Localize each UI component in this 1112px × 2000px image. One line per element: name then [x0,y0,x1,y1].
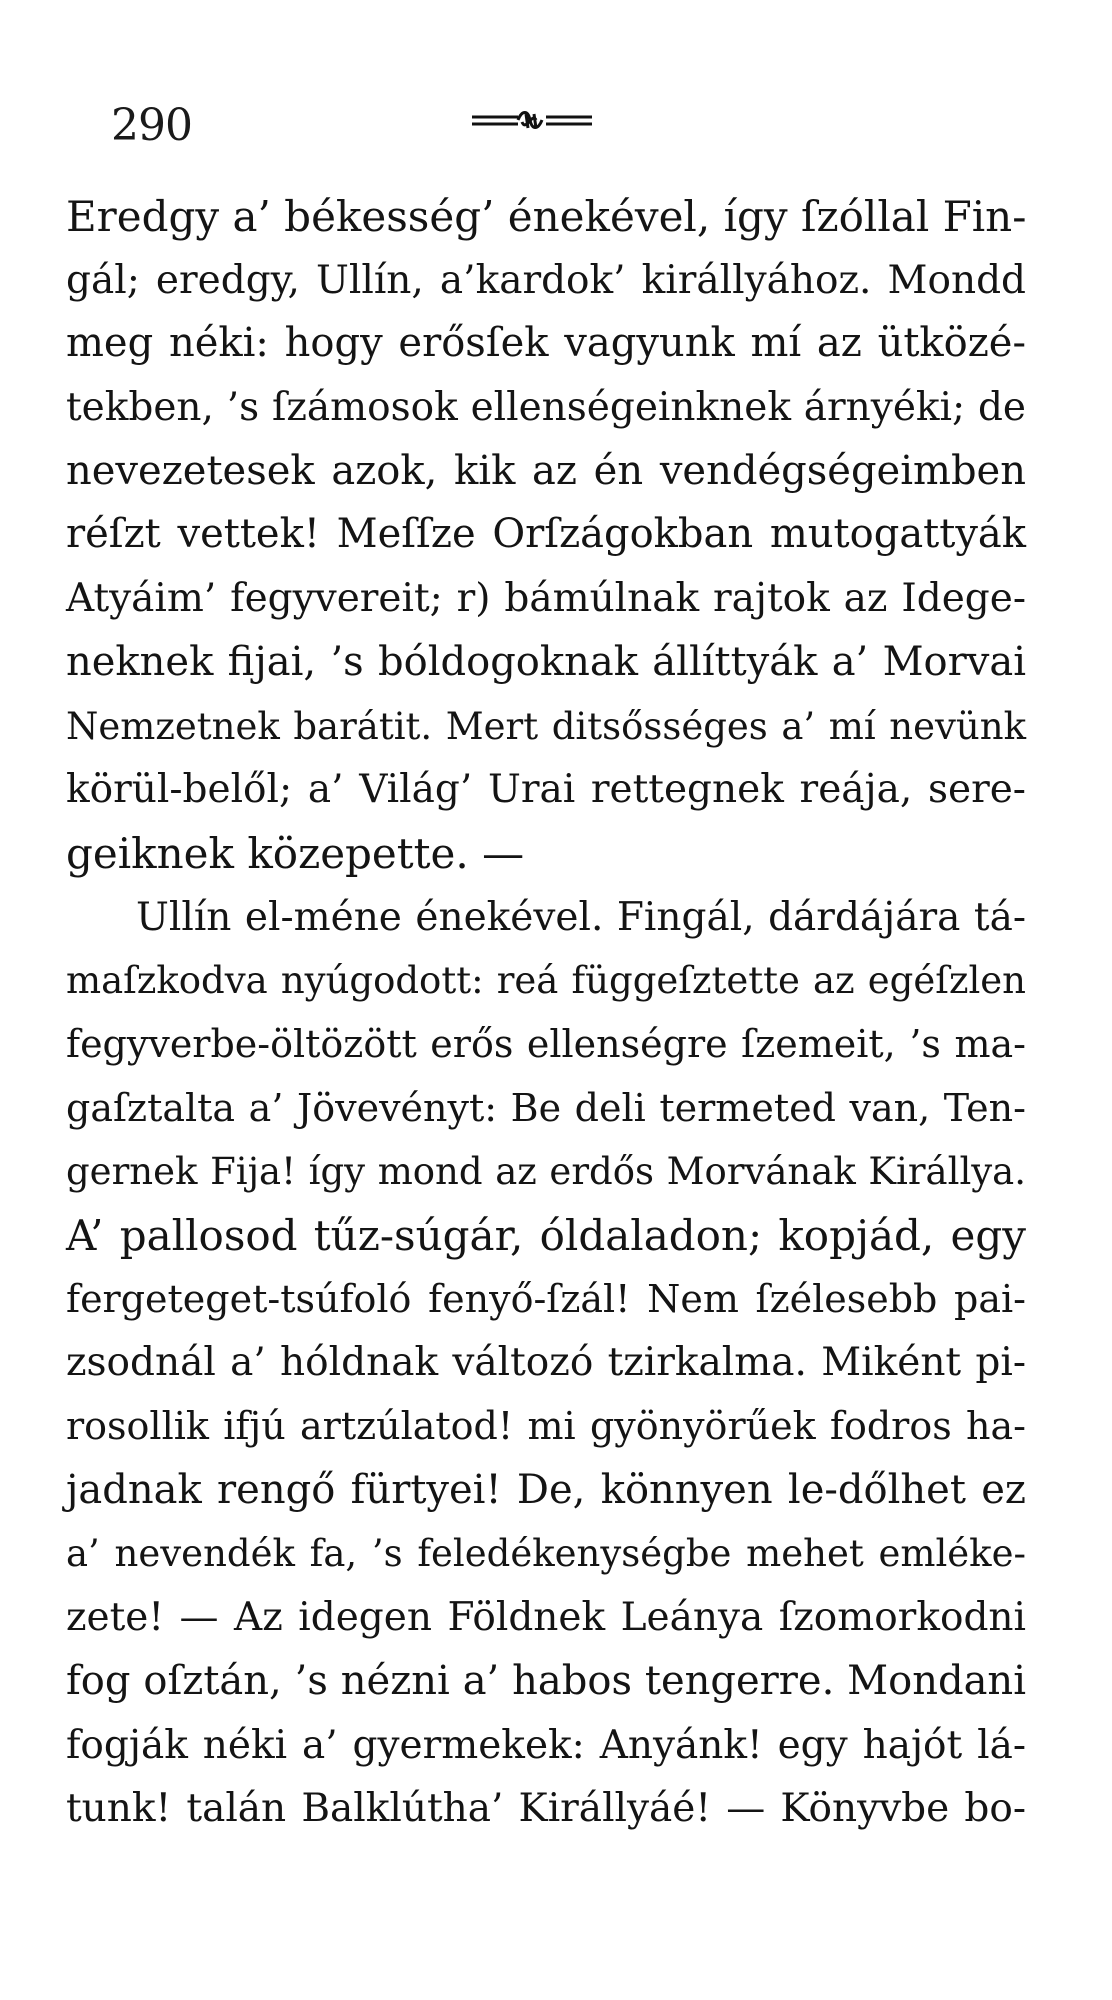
header-ornament-icon [470,108,594,134]
text-line: A’ pallosod tűz-súgár, óldaladon; kopjád, egy [66,1211,1026,1260]
text-line: maſzkodva nyúgodott: reá függeſztette az egéſzlen [66,959,1026,1003]
text-line: a’ nevendék fa, ’s feledékenységbe mehet emléke- [66,1532,1026,1576]
text-line: Atyáim’ fegyvereit; r) bámúlnak rajtok az Idege- [66,576,1026,622]
page-number: 290 [111,100,192,151]
text-line: geiknek közepette. — [66,828,525,878]
text-line: rosollik ifjú artzúlatod! mi gyönyörűek fodros ha- [66,1404,1026,1449]
text-line: Nemzetnek barátit. Mert ditsősséges a’ mí nevünk [66,704,1026,748]
body-text [66,185,1026,1841]
text-line: réſzt vettek! Meſſze Orſzágokban mutogattyák [66,511,1026,558]
text-line: körül-belől; a’ Világ’ Urai rettegnek reája, sere- [66,767,1026,813]
text-line: Ullín el-méne énekével. Fingál, dárdájára tá- [136,894,1026,940]
text-line: nevezetesek azok, kik az én vendégségeimben [66,447,1026,494]
text-line: neknek fijai, ’s bóldogoknak állíttyák a’ Morvai [66,638,1026,685]
text-line: fergeteget-tsúfoló fenyő-ſzál! Nem ſzélesebb pai- [66,1276,1026,1321]
text-line: fogják néki a’ gyermekek: Anyánk! egy hajót lá- [66,1722,1026,1768]
text-line: Eredgy a’ békesség’ énekével, így ſzóllal Fin- [66,192,1027,241]
text-line: zete! — Az idegen Földnek Leánya ſzomorkodni [66,1595,1026,1641]
text-line: fegyverbe-öltözött erős ellenségre ſzemeit, ’s ma- [66,1021,1026,1066]
text-line: zsodnál a’ hóldnak változó tzirkalma. Miként pi- [66,1340,1026,1386]
text-line: fog oſztán, ’s nézni a’ habos tengerre. Mondani [66,1657,1026,1704]
text-line: meg néki: hogy erősſek vagyunk mí az ütközé- [66,320,1026,367]
text-line: gál; eredgy, Ullín, a’kardok’ királlyához. Mondd [66,257,1026,303]
text-line: tekben, ’s ſzámosok ellenségeinknek árnyéki; de [66,385,1026,431]
text-line: tunk! talán Balklútha’ Királlyáé! — Könyvbe bo- [66,1786,1026,1832]
text-line: jadnak rengő fürtyei! De, könnyen le-dőlhet ez [66,1466,1026,1513]
text-line: gernek Fija! így mond az erdős Morvának Királlya. [66,1150,1026,1194]
text-line: gaſztalta a’ Jövevényt: Be deli termeted van, Ten- [66,1085,1026,1130]
